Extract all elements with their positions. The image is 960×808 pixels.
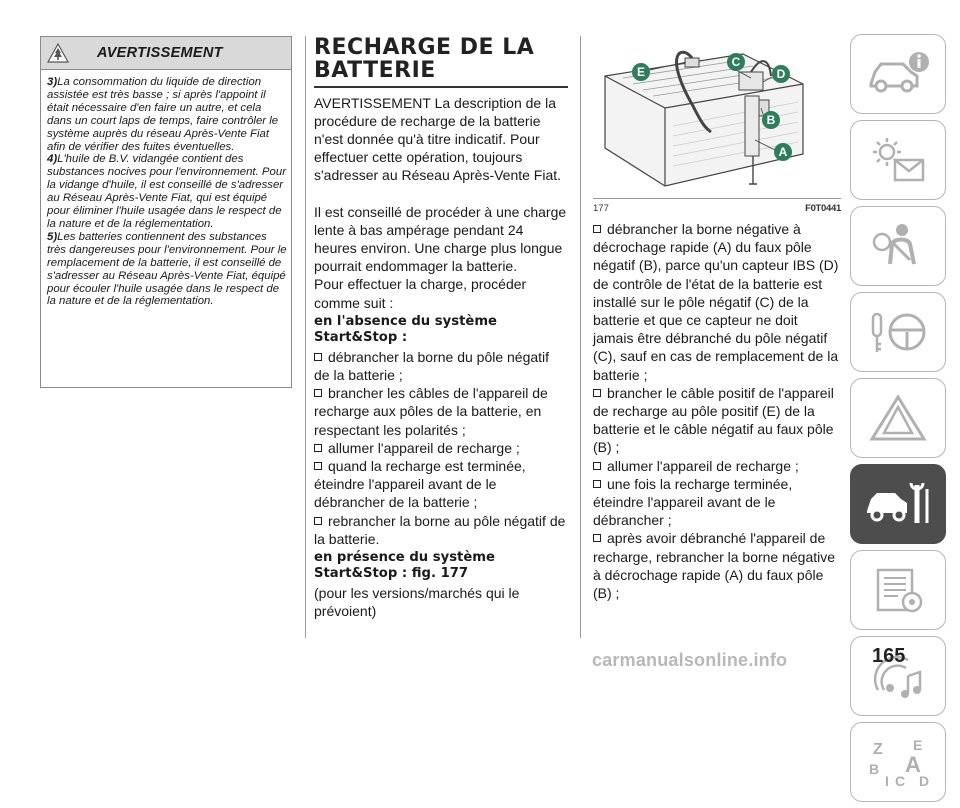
tab-key-steering[interactable] [850, 292, 946, 372]
tab-warning-lights[interactable] [850, 378, 946, 458]
checkbox-bullet-icon [314, 444, 322, 452]
main-column [314, 36, 568, 620]
list-item-text: rebrancher la borne au pôle négatif de la batterie. [314, 512, 566, 547]
svg-text:E: E [913, 737, 923, 753]
seatbelt-airbag-icon [868, 220, 928, 272]
warning-header [41, 37, 291, 70]
svg-text:D: D [776, 67, 786, 81]
svg-text:I: I [885, 773, 889, 789]
list-item-text: allumer l'appareil de recharge ; [607, 457, 799, 474]
label-badge-c [727, 53, 745, 71]
battery-figure [593, 36, 841, 196]
checkbox-bullet-icon [593, 225, 601, 233]
note-number: 4) [47, 153, 58, 166]
checkbox-bullet-icon [314, 353, 322, 361]
key-steering-wheel-icon [865, 306, 931, 358]
note-text: L'huile de B.V. vidangée contient des substances nocives pour l'environnement. Pour la vidange d'huile, il est conseillé de s'adresser au Réseau Après-Vente Fiat, qui est équipé pour éliminer l'huile usagée dans le respect de la nature et de la réglementation. [47, 153, 286, 230]
figure-code: F0T0441 [805, 203, 841, 214]
page-number: 165 [872, 645, 906, 667]
list-item [593, 384, 841, 457]
note-number: 5) [47, 230, 58, 243]
svg-text:C: C [731, 55, 741, 69]
paragraph: Pour effectuer la charge, procéder comme suit : [314, 276, 527, 311]
tab-technical-data[interactable] [850, 550, 946, 630]
right-column [593, 36, 841, 602]
chapter-sidebar [850, 34, 946, 808]
paragraph: Il est conseillé de procéder à une charge lente à bas ampérage pendant 24 heures environ. Une charge plus longue pourrait endommager la batterie. [314, 203, 567, 275]
section-heading: en l'absence du système Start&Stop : [314, 313, 498, 346]
technical-data-icon [868, 564, 928, 616]
list-item [314, 457, 568, 512]
list-item-text: allumer l'appareil de recharge ; [328, 439, 520, 456]
note-text: La consommation du liquide de direction assistée est très basse ; si après l'appoint il était nécessaire d'en faire un autre, et cela dans un court laps de temps, faire contrôler le système auprès du réseau Après-Vente Fiat afin de vérifier des fuites éventuelles. [47, 76, 279, 153]
list-item-text: après avoir débranché l'appareil de recharge, rebrancher la borne négative à décrochage rapide (A) du faux pôle (B) ; [593, 530, 836, 602]
list-item-text: brancher le câble positif de l'appareil de recharge au pôle positif (E) de la batterie et le câble négatif au faux pôle (B) ; [593, 384, 834, 456]
svg-text:D: D [919, 773, 930, 789]
figure-number: 177 [593, 203, 609, 214]
column-divider [580, 36, 581, 638]
car-maintenance-icon [863, 479, 933, 529]
list-item-text: quand la recharge est terminée, éteindre l'appareil avant de le débrancher de la batterie ; [314, 457, 526, 511]
checkbox-bullet-icon [314, 517, 322, 525]
page-title [314, 36, 568, 82]
warning-notes [41, 70, 291, 308]
checkbox-bullet-icon [314, 389, 322, 397]
list-item-text: une fois la recharge terminée, éteindre l'appareil avant de le débrancher ; [593, 475, 793, 529]
checkbox-bullet-icon [593, 534, 601, 542]
checkbox-bullet-icon [593, 480, 601, 488]
list-item [593, 457, 841, 475]
title-line: BATTERIE [314, 58, 436, 83]
label-badge-d [772, 65, 790, 83]
svg-text:E: E [636, 65, 646, 79]
list-item [593, 475, 841, 530]
section-note: (pour les versions/marchés qui le prévoient) [314, 584, 520, 620]
checkbox-bullet-icon [593, 389, 601, 397]
label-badge-b [762, 111, 780, 129]
list-item [314, 512, 568, 548]
warning-note [47, 76, 287, 153]
list-item-text: brancher les câbles de l'appareil de recharge aux pôles de la batterie, en respectant les polarités ; [314, 385, 548, 438]
svg-text:B: B [766, 113, 776, 127]
tab-car-info[interactable] [850, 34, 946, 114]
warning-note [47, 231, 287, 308]
warning-lights-icon [868, 393, 928, 443]
svg-text:Z: Z [873, 741, 883, 758]
battery-illustration [593, 36, 841, 196]
warning-title: AVERTISSEMENT [97, 45, 223, 61]
column-divider [305, 36, 306, 638]
list-item [314, 384, 568, 439]
index-icon [865, 734, 931, 790]
tab-car-maintenance[interactable] [850, 464, 946, 544]
list-item [314, 439, 568, 457]
note-text: Les batteries contiennent des substances très dangereuses pour l'environnement. Pour le remplacement de la batterie, il est conseillé de s'adresser au Réseau Après-Vente Fiat, équipé pour écouler l'huile usagée dans le respect de la nature et de la réglementation. [47, 230, 287, 308]
tab-seatbelt-airbag[interactable] [850, 206, 946, 286]
watermark: carmanualsonline.info [592, 650, 788, 670]
list-item-text: débrancher la borne du pôle négatif de la batterie ; [314, 348, 550, 383]
list-item [593, 220, 841, 384]
car-info-icon [865, 50, 931, 98]
warning-note [47, 153, 287, 230]
list-item-text: débrancher la borne négative à décrochage rapide (A) du faux pôle négatif (B), parce qu'un capteur IBS (D) de contrôle de l'état de la batterie est installé sur le pôle négatif (C) de la batterie et que ce capteur ne doit jamais être débranché du pôle négatif (C), sauf en cas de remplacement de la batterie ; [593, 221, 839, 383]
label-badge-a [774, 143, 792, 161]
title-underline [314, 86, 568, 88]
svg-text:A: A [905, 752, 921, 777]
dashboard-lights-icon [865, 134, 931, 186]
svg-text:A: A [778, 145, 788, 159]
svg-text:C: C [895, 773, 906, 789]
figure-caption [593, 203, 841, 214]
title-line: RECHARGE DE LA [314, 35, 535, 60]
label-badge-e [632, 63, 650, 81]
tab-index[interactable] [850, 722, 946, 802]
list-item [593, 529, 841, 602]
svg-text:B: B [869, 761, 880, 777]
checkbox-bullet-icon [593, 462, 601, 470]
tab-dashboard-lights[interactable] [850, 120, 946, 200]
figure-rule [593, 198, 841, 199]
section-heading: en présence du système Start&Stop : fig. 177 [314, 549, 495, 582]
note-number: 3) [47, 76, 58, 88]
checkbox-bullet-icon [314, 462, 322, 470]
list-item [314, 348, 568, 384]
warning-box [40, 36, 292, 388]
warning-triangle-icon [41, 43, 75, 63]
intro-paragraph: AVERTISSEMENT La description de la procédure de recharge de la batterie n'est donnée qu'à titre indicatif. Pour effectuer cette opération, toujours s'adresser au Réseau Après-Vente Fiat. [314, 94, 562, 184]
